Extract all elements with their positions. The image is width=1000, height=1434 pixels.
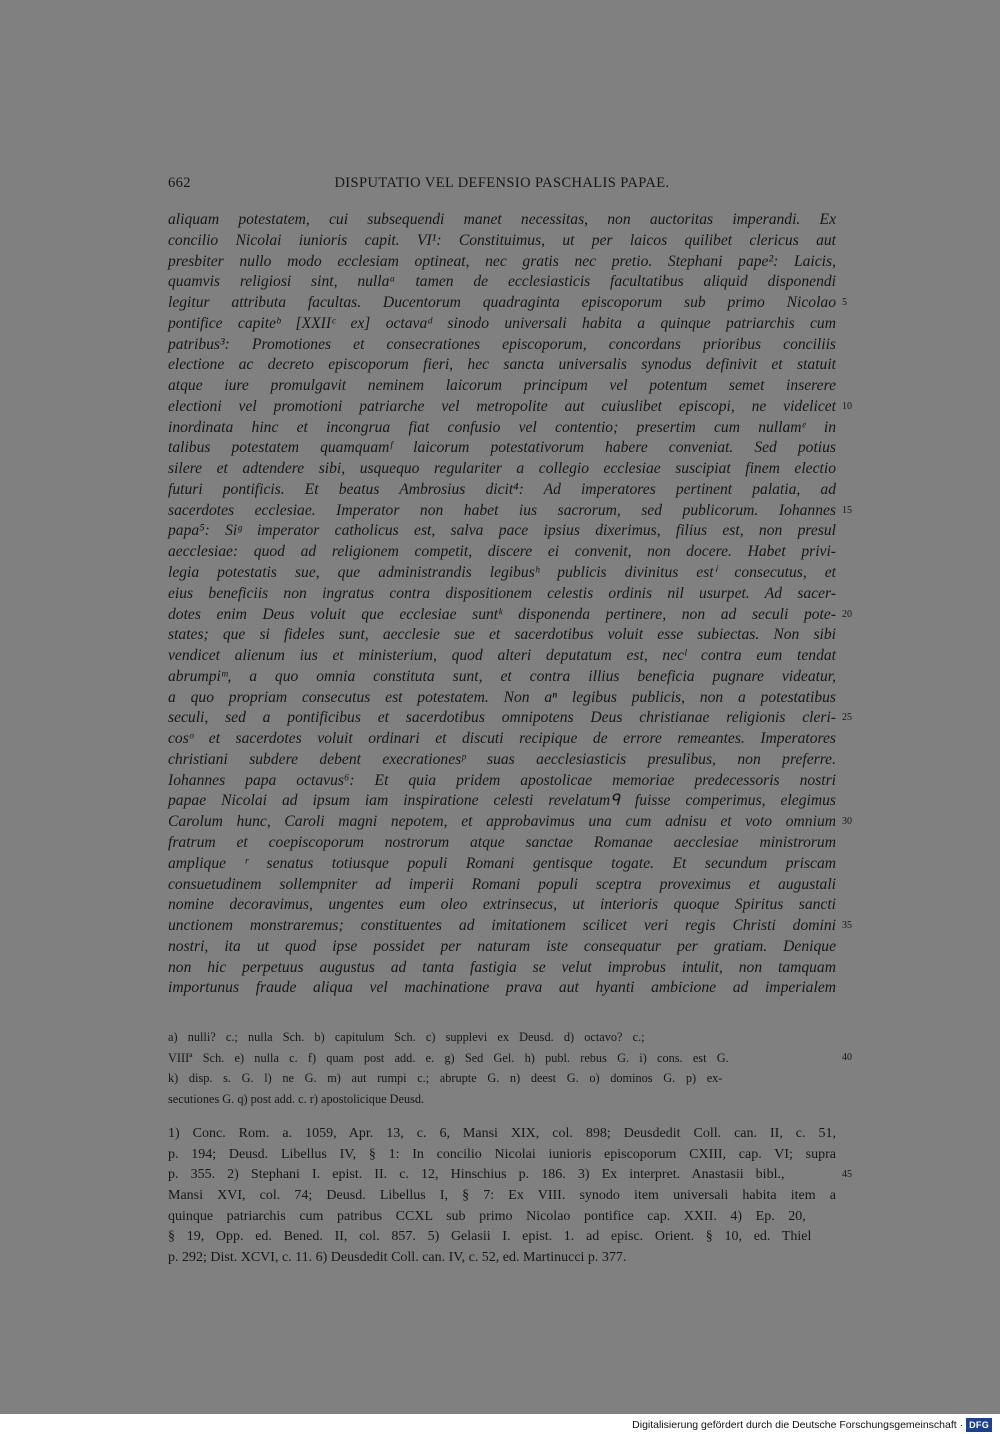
body-line-text: sacerdotes ecclesiae. Imperator non habet ius sacrorum, sed publicorum. Iohannes	[168, 501, 836, 519]
body-line-text: futuri pontificis. Et beatus Ambrosius dicit⁴: Ad imperatores pertinent palatia, ad	[168, 480, 836, 498]
body-line-text: papae Nicolai ad ipsum iam inspiratione celesti revelatumᑫ fuisse comperimus, elegimus	[168, 792, 836, 810]
body-line-text: inordinata hinc et incongrua fiat confusio vel contentio; presertim cum nullamᵉ in	[168, 418, 836, 436]
body-line-text: concilio Nicolai iunioris capit. VI¹: Constituimus, ut per laicos quilibet clericus aut	[168, 231, 836, 249]
body-line	[168, 542, 836, 563]
body-line	[168, 480, 836, 501]
body-line-text: unctionem monstraremus; constituentes ad imitationem scilicet veri regis Christi domini	[168, 917, 836, 935]
body-line	[168, 771, 836, 792]
apparatus-line	[168, 1027, 836, 1048]
body-line	[168, 501, 852, 522]
dfg-logo: DFG	[966, 1418, 992, 1432]
body-line-text: presbiter nullo modo ecclesiam optineat, nec gratis nec pretio. Stephani pape²: Laicis,	[168, 252, 836, 270]
body-line-text: nostri, ita ut quod ipse possidet per naturam iste consequatur per gratiam. Denique	[168, 937, 836, 955]
body-line-text: patribus³: Promotiones et consecrationes episcoporum, concordans prioribus conciliis	[168, 335, 836, 353]
line-number: 40	[842, 1051, 852, 1063]
line-number: 30	[842, 816, 852, 828]
body-line-text: eius beneficiis non ingratus contra dispositionem celestis ordinis nil usurpet. Ad sacer-	[168, 584, 836, 602]
body-line-text: electione ac decreto episcoporum fieri, hec sancta universalis synodus definivit et statuit	[168, 356, 836, 374]
body-line	[168, 459, 836, 480]
funding-text: Digitalisierung gefördert durch die Deutsche Forschungsgemeinschaft ·	[632, 1419, 964, 1431]
body-line	[168, 418, 836, 439]
note-line-text: § 19, Opp. ed. Bened. II, col. 857. 5) Gelasii I. epist. 1. ad episc. Orient. § 10, ed. Thiel	[168, 1229, 812, 1245]
body-line-text: non hic perpetuus augustus ad tanta fastigia se velut improbus intulit, non tamquam	[168, 958, 836, 976]
line-number: 20	[842, 608, 852, 620]
body-line-text: quamvis religiosi sint, nullaᵃ tamen de ecclesiasticis facultatibus aliquid disponendi	[168, 273, 836, 291]
body-line	[168, 833, 836, 854]
body-line-text: legia potestatis sue, que administrandis legibusʰ publicis divinitus estⁱ consecutus, et	[168, 564, 836, 582]
note-line	[168, 1207, 836, 1228]
apparatus-line-text: secutiones G. q) post add. c. r) apostolicique Deusd.	[168, 1091, 425, 1106]
body-line-text: papa⁵: Siᵍ imperator catholicus est, salva pace ipsius dixerimus, filius est, non presul	[168, 522, 836, 540]
body-line-text: seculi, sed a pontificibus et sacerdotibus omnipotens Deus christianae religionis cleri-	[168, 709, 836, 727]
apparatus-line-text: a) nulli? c.; nulla Sch. b) capitulum Sch. c) supplevi ex Deusd. d) octavo? c.;	[168, 1030, 645, 1044]
body-line	[168, 708, 852, 729]
page-title: DISPUTATIO VEL DEFENSIO PASCHALIS PAPAE.	[334, 175, 670, 191]
body-line-text: dotes enim Deus voluit que ecclesiae suntᵏ disponenda pertinere, non ad seculi pote-	[168, 605, 836, 623]
apparatus-line-text: VIIIª Sch. e) nulla c. f) quam post add. e. g) Sed Gel. h) publ. rebus G. i) cons. est G.	[168, 1050, 729, 1065]
body-line-text: pontifice capiteᵇ [XXIIᶜ ex] octavaᵈ sinodo universali habita a quinque patriarchis cum	[168, 314, 836, 332]
note-line	[168, 1165, 852, 1186]
body-line-text: importunus fraude aliqua vel machinatione prava aut hyanti ambicione ad imperialem	[168, 979, 836, 997]
body-line-text: electioni vel promotioni patriarche vel metropolite aut cuiuslibet episcopi, ne videlicet	[168, 397, 836, 415]
body-line-text: consuetudinem sollempniter ad imperii Romani populi sceptra proveximus et augustali	[168, 875, 836, 893]
note-line	[168, 1145, 836, 1166]
apparatus-line	[168, 1089, 836, 1110]
note-line	[168, 1124, 836, 1145]
line-number: 25	[842, 712, 852, 724]
body-line	[168, 729, 836, 750]
body-line	[168, 875, 836, 896]
body-line-text: Carolum hunc, Caroli magni nepotem, et approbavimus una cum adnisu et voto omnium	[168, 813, 836, 831]
note-line	[168, 1227, 836, 1248]
body-line	[168, 355, 836, 376]
body-line	[168, 958, 836, 979]
body-line-text: amplique ʳ senatus totiusque populi Romani gentisque togate. Et secundum priscam	[168, 854, 836, 872]
body-line-text: aliquam potestatem, cui subsequendi manet necessitas, non auctoritas imperandi. Ex	[168, 211, 836, 228]
body-line	[168, 750, 836, 771]
body-line	[168, 376, 836, 397]
note-line-text: quinque patriarchis cum patribus CCXL sub primo Nicolao pontifice cap. XXII. 4) Ep. 20,	[168, 1208, 806, 1224]
body-line	[168, 335, 836, 356]
body-line	[168, 646, 836, 667]
body-line-text: aecclesiae: quod ad religionem competit, discere ei convenit, non docere. Habet privi-	[168, 543, 836, 561]
note-line-text: 1) Conc. Rom. a. 1059, Apr. 13, c. 6, Mansi XIX, col. 898; Deusdedit Coll. can. II, c. 51,	[168, 1126, 836, 1141]
page-number: 662	[168, 175, 191, 191]
body-line	[168, 293, 847, 314]
body-line-text: talibus potestatem quamquamᶠ laicorum potestativorum habere conveniat. Sed potius	[168, 439, 836, 457]
apparatus-line	[168, 1068, 836, 1089]
line-number: 10	[842, 400, 852, 412]
body-line	[168, 625, 836, 646]
body-line	[168, 812, 852, 833]
body-line-text: atque iure promulgavit neminem laicorum principum vel potentum semet inserere	[168, 377, 836, 395]
body-line	[168, 272, 836, 293]
body-line	[168, 895, 836, 916]
note-line	[168, 1248, 836, 1269]
body-line	[168, 584, 836, 605]
body-line-text: christiani subdere debent execrationesᵖ suas aecclesiasticis presulibus, non preferre.	[168, 750, 836, 768]
note-line-text: p. 194; Deusd. Libellus IV, § 1: In concilio Nicolai iunioris episcoporum CXIII, cap. VI; supra	[168, 1146, 836, 1162]
main-text	[168, 210, 852, 999]
body-line-text: abrumpiᵐ, a quo omnia constituta sunt, et contra illius beneficia pugnare videatur,	[168, 667, 836, 685]
body-line-text: nomine decoravimus, ungentes eum oleo extrinsecus, ut interioris quoque Spiritus sancti	[168, 896, 836, 914]
body-line	[168, 563, 836, 584]
critical-apparatus	[168, 1027, 852, 1109]
body-line-text: cosᵒ et sacerdotes voluit ordinari et discuti recipique de errore remeantes. Imperatores	[168, 730, 836, 748]
line-number: 45	[842, 1169, 852, 1181]
source-notes	[168, 1124, 852, 1269]
body-line-text: a quo propriam consecutus est potestatem. Non aⁿ legibus publicis, non a potestatibus	[168, 688, 836, 706]
body-line	[168, 978, 836, 999]
body-line	[168, 937, 836, 958]
note-line-text: Mansi XVI, col. 74; Deusd. Libellus I, § 7: Ex VIII. synodo item universali habita item a	[168, 1188, 836, 1204]
line-number: 15	[842, 504, 852, 516]
body-line	[168, 605, 852, 626]
line-number: 35	[842, 920, 852, 932]
body-line-text: fratrum et coepiscoporum nostrorum atque sanctae Romanae aecclesiae ministrorum	[168, 833, 836, 851]
body-line	[168, 521, 836, 542]
note-line-text: p. 355. 2) Stephani I. epist. II. c. 12, Hinschius p. 186. 3) Ex interpret. Anastasii bibl.,	[168, 1167, 785, 1183]
note-line	[168, 1186, 836, 1207]
body-line-text: silere et adtendere sibi, usquequo regulariter a collegio ecclesiae suscipiat finem electio	[168, 460, 836, 478]
body-line	[168, 210, 836, 231]
body-line	[168, 791, 836, 812]
note-line-text: p. 292; Dist. XCVI, c. 11. 6) Deusdedit Coll. can. IV, c. 52, ed. Martinucci p. 377.	[168, 1250, 627, 1266]
body-line	[168, 314, 836, 335]
apparatus-line-text: k) disp. s. G. l) ne G. m) aut rumpi c.; abrupte G. n) deest G. o) dominos G. p) ex-	[168, 1071, 723, 1085]
apparatus-line	[168, 1048, 852, 1069]
body-line-text: states; que si fideles sunt, aecclesie sue et sacerdotibus voluit esse subiectas. Non sibi	[168, 626, 836, 644]
body-line	[168, 231, 836, 252]
line-number: 5	[842, 297, 847, 309]
body-line-text: vendicet alienum ius et ministerium, quod alteri deputatum est, necˡ contra eum tendat	[168, 647, 836, 665]
body-line	[168, 438, 836, 459]
body-line-text: Iohannes papa octavus⁶: Et quia pridem apostolicae memoriae predecessoris nostri	[168, 771, 836, 789]
body-line	[168, 397, 852, 418]
body-line	[168, 916, 852, 937]
funding-footer	[632, 1418, 992, 1432]
body-line	[168, 667, 836, 688]
body-line	[168, 252, 836, 273]
body-line	[168, 854, 836, 875]
body-line	[168, 688, 836, 709]
body-line-text: legitur attributa facultas. Ducentorum quadraginta episcoporum sub primo Nicolao	[168, 294, 836, 312]
